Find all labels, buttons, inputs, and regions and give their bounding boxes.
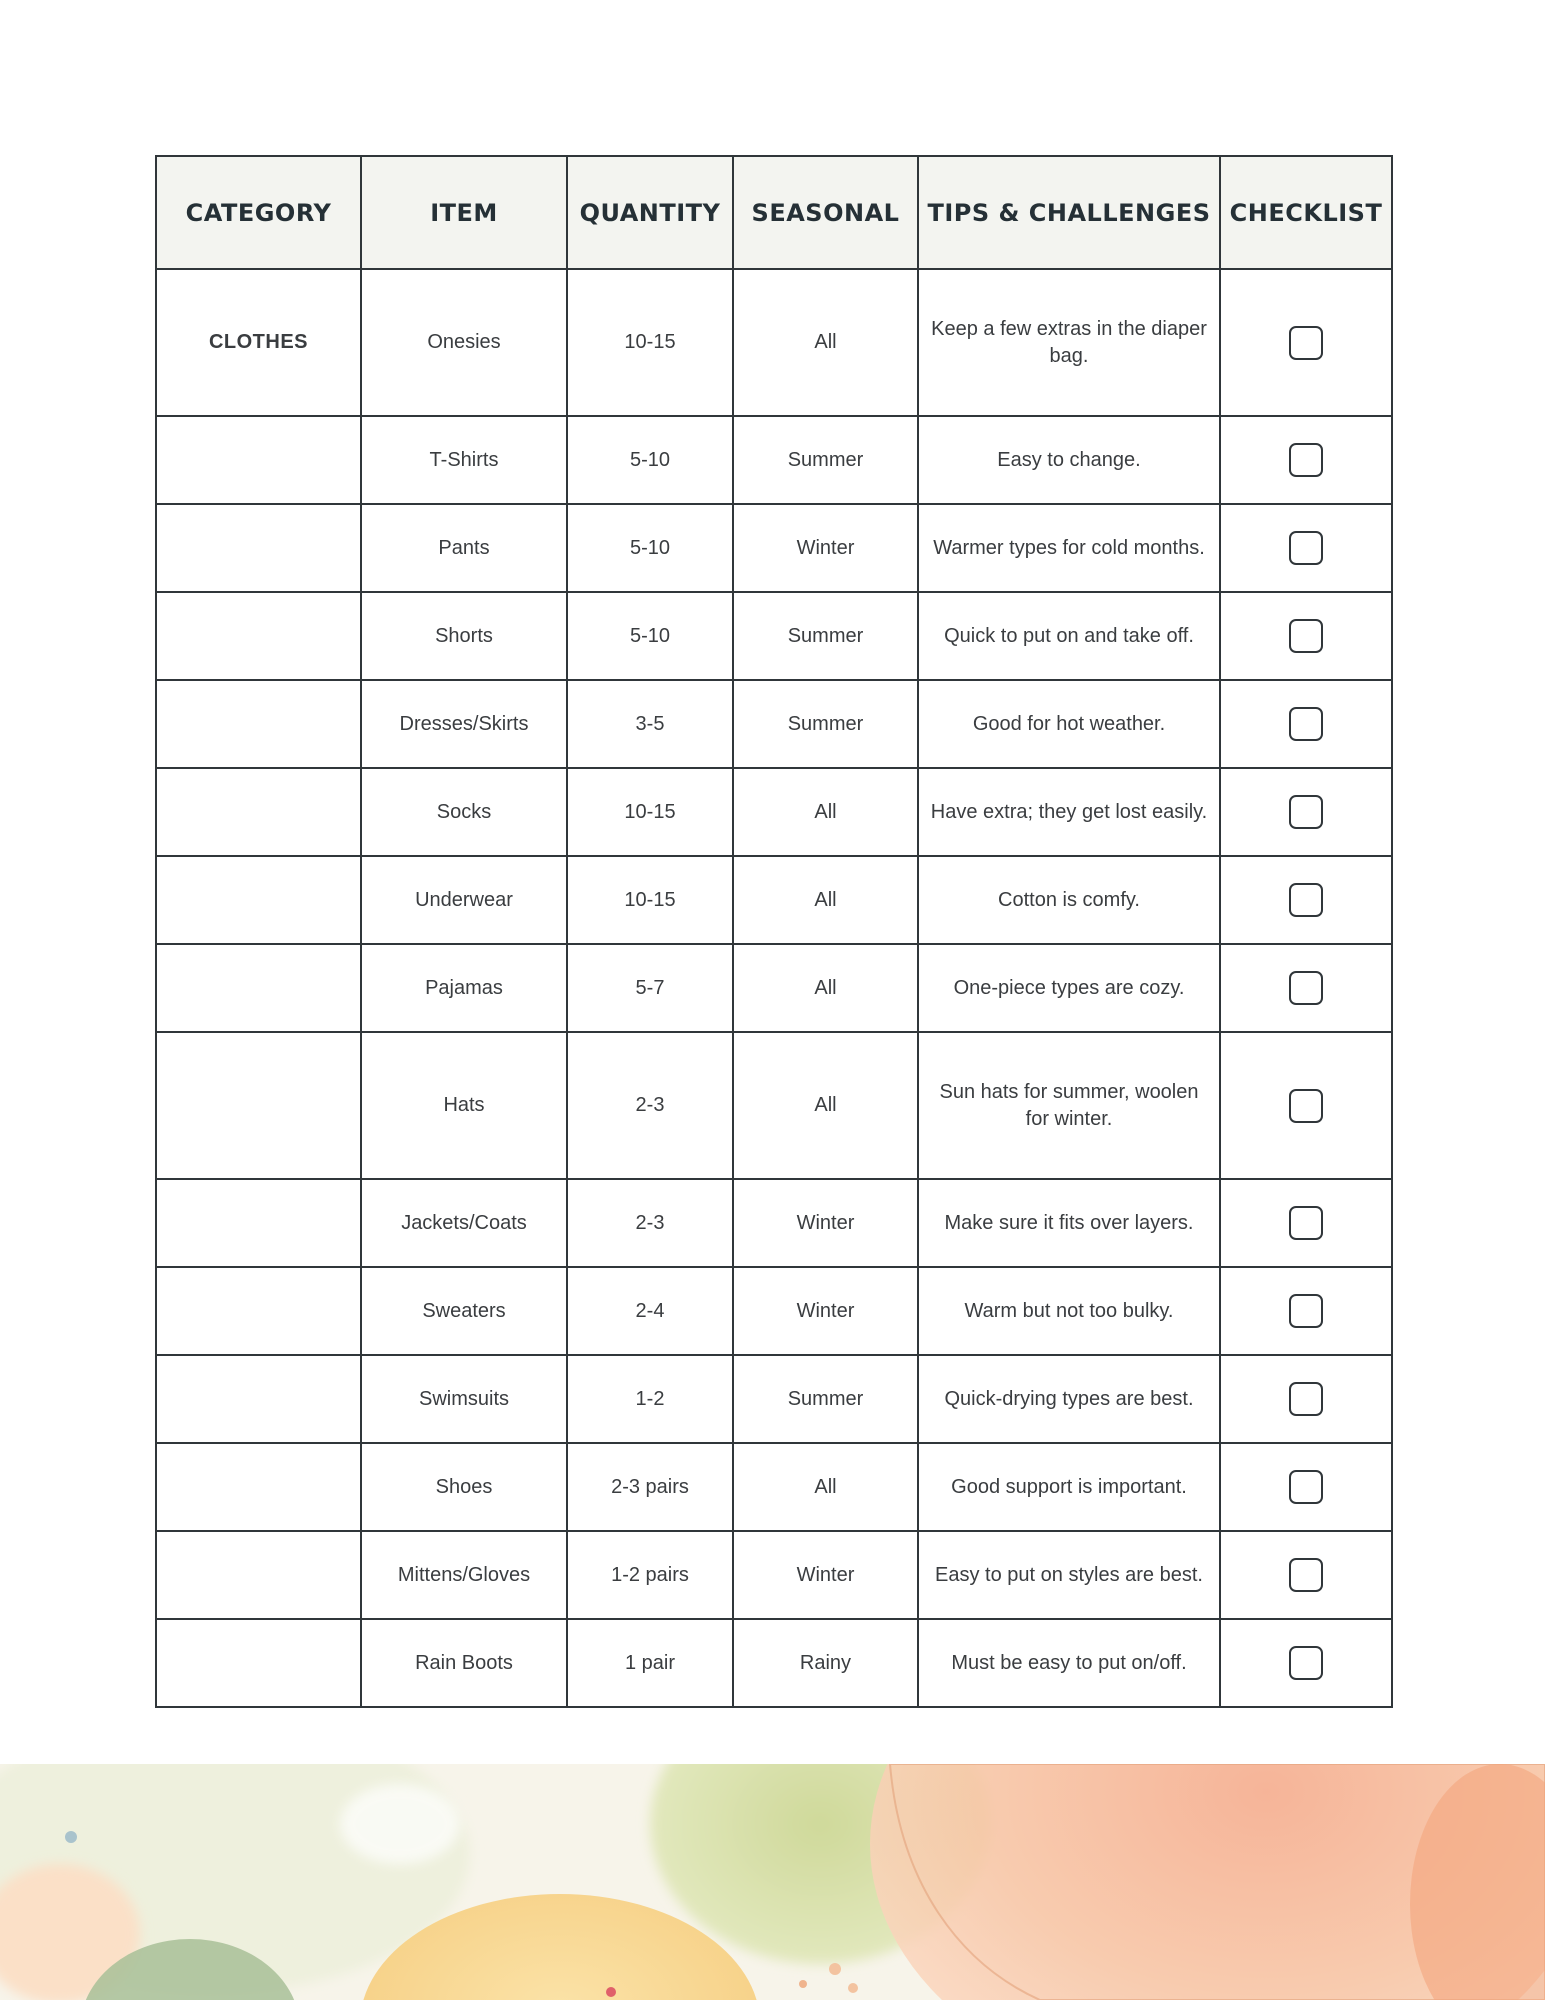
checklist-cell [1220, 269, 1392, 416]
quantity-cell: 2-4 [567, 1267, 733, 1355]
header-quantity: QUANTITY [567, 156, 733, 269]
category-cell [156, 592, 361, 680]
dot-peach-1 [799, 1980, 807, 1988]
checkbox[interactable] [1289, 1089, 1323, 1123]
baby-clothes-checklist-table [155, 155, 1393, 1708]
table-row [156, 1267, 1392, 1355]
item-cell: Onesies [361, 269, 567, 416]
checkbox[interactable] [1289, 707, 1323, 741]
category-cell [156, 1619, 361, 1707]
table-row [156, 592, 1392, 680]
category-cell [156, 768, 361, 856]
header-seasonal: SEASONAL [733, 156, 918, 269]
quantity-cell: 10-15 [567, 269, 733, 416]
checklist-cell [1220, 1531, 1392, 1619]
checklist-cell [1220, 856, 1392, 944]
table-row [156, 856, 1392, 944]
header-row [156, 156, 1392, 269]
tips-cell: Quick-drying types are best. [918, 1355, 1220, 1443]
table-row [156, 416, 1392, 504]
category-cell [156, 1531, 361, 1619]
checkbox[interactable] [1289, 795, 1323, 829]
category-cell: CLOTHES [156, 269, 361, 416]
checkbox[interactable] [1289, 1558, 1323, 1592]
quantity-cell: 2-3 [567, 1032, 733, 1179]
table-row [156, 1355, 1392, 1443]
tips-cell: Good for hot weather. [918, 680, 1220, 768]
tips-cell: Quick to put on and take off. [918, 592, 1220, 680]
checkbox[interactable] [1289, 883, 1323, 917]
seasonal-cell: Winter [733, 1267, 918, 1355]
item-cell: Rain Boots [361, 1619, 567, 1707]
item-cell: Jackets/Coats [361, 1179, 567, 1267]
table-row [156, 1443, 1392, 1531]
dot-peach-2 [829, 1963, 841, 1975]
seasonal-cell: Summer [733, 416, 918, 504]
seasonal-cell: All [733, 944, 918, 1032]
checkbox[interactable] [1289, 531, 1323, 565]
item-cell: Swimsuits [361, 1355, 567, 1443]
checklist-cell [1220, 680, 1392, 768]
category-cell [156, 504, 361, 592]
checklist-cell [1220, 1355, 1392, 1443]
header-checklist: CHECKLIST [1220, 156, 1392, 269]
quantity-cell: 5-10 [567, 504, 733, 592]
tips-cell: Keep a few extras in the diaper bag. [918, 269, 1220, 416]
dot-peach-3 [848, 1983, 858, 1993]
item-cell: Shoes [361, 1443, 567, 1531]
checklist-cell [1220, 768, 1392, 856]
checkbox[interactable] [1289, 1382, 1323, 1416]
checkbox[interactable] [1289, 443, 1323, 477]
quantity-cell: 1-2 [567, 1355, 733, 1443]
quantity-cell: 3-5 [567, 680, 733, 768]
category-cell [156, 680, 361, 768]
checkbox[interactable] [1289, 1294, 1323, 1328]
category-cell [156, 1355, 361, 1443]
checklist-cell [1220, 416, 1392, 504]
item-cell: Socks [361, 768, 567, 856]
category-cell [156, 1267, 361, 1355]
tips-cell: Easy to put on styles are best. [918, 1531, 1220, 1619]
category-cell [156, 1179, 361, 1267]
checkbox[interactable] [1289, 619, 1323, 653]
item-cell: Mittens/Gloves [361, 1531, 567, 1619]
tips-cell: Easy to change. [918, 416, 1220, 504]
seasonal-cell: All [733, 1032, 918, 1179]
checkbox[interactable] [1289, 1646, 1323, 1680]
watercolor-decoration [0, 1764, 1545, 2000]
blob-white [340, 1784, 460, 1864]
quantity-cell: 5-10 [567, 592, 733, 680]
seasonal-cell: Summer [733, 592, 918, 680]
tips-cell: Cotton is comfy. [918, 856, 1220, 944]
checkbox[interactable] [1289, 326, 1323, 360]
seasonal-cell: All [733, 768, 918, 856]
quantity-cell: 1 pair [567, 1619, 733, 1707]
table-row [156, 504, 1392, 592]
category-cell [156, 416, 361, 504]
tips-cell: Must be easy to put on/off. [918, 1619, 1220, 1707]
tips-cell: Good support is important. [918, 1443, 1220, 1531]
checkbox[interactable] [1289, 1470, 1323, 1504]
quantity-cell: 2-3 pairs [567, 1443, 733, 1531]
category-cell [156, 1443, 361, 1531]
table-row [156, 680, 1392, 768]
seasonal-cell: Rainy [733, 1619, 918, 1707]
checklist-cell [1220, 1267, 1392, 1355]
category-cell [156, 1032, 361, 1179]
item-cell: Hats [361, 1032, 567, 1179]
seasonal-cell: Summer [733, 680, 918, 768]
category-cell [156, 944, 361, 1032]
header-category: CATEGORY [156, 156, 361, 269]
checkbox[interactable] [1289, 1206, 1323, 1240]
item-cell: Sweaters [361, 1267, 567, 1355]
table-row [156, 944, 1392, 1032]
seasonal-cell: Winter [733, 1531, 918, 1619]
checklist-cell [1220, 1179, 1392, 1267]
seasonal-cell: Winter [733, 1179, 918, 1267]
seasonal-cell: All [733, 1443, 918, 1531]
header-item: ITEM [361, 156, 567, 269]
tips-cell: Sun hats for summer, woolen for winter. [918, 1032, 1220, 1179]
table-row [156, 1179, 1392, 1267]
tips-cell: Have extra; they get lost easily. [918, 768, 1220, 856]
tips-cell: One-piece types are cozy. [918, 944, 1220, 1032]
table-row [156, 269, 1392, 416]
item-cell: Pants [361, 504, 567, 592]
item-cell: Underwear [361, 856, 567, 944]
dot-blue [65, 1831, 77, 1843]
item-cell: Dresses/Skirts [361, 680, 567, 768]
table-row [156, 768, 1392, 856]
table-row [156, 1619, 1392, 1707]
seasonal-cell: Summer [733, 1355, 918, 1443]
tips-cell: Warm but not too bulky. [918, 1267, 1220, 1355]
watercolor-blobs [0, 1764, 1545, 2000]
checkbox[interactable] [1289, 971, 1323, 1005]
checklist-cell [1220, 1443, 1392, 1531]
quantity-cell: 5-7 [567, 944, 733, 1032]
dot-red [606, 1987, 616, 1997]
seasonal-cell: All [733, 856, 918, 944]
table-row [156, 1032, 1392, 1179]
quantity-cell: 1-2 pairs [567, 1531, 733, 1619]
table-row [156, 1531, 1392, 1619]
checklist-cell [1220, 1619, 1392, 1707]
checklist-cell [1220, 1032, 1392, 1179]
quantity-cell: 10-15 [567, 768, 733, 856]
seasonal-cell: Winter [733, 504, 918, 592]
tips-cell: Warmer types for cold months. [918, 504, 1220, 592]
header-tips: TIPS & CHALLENGES [918, 156, 1220, 269]
checklist-cell [1220, 944, 1392, 1032]
seasonal-cell: All [733, 269, 918, 416]
item-cell: Pajamas [361, 944, 567, 1032]
checklist-cell [1220, 504, 1392, 592]
item-cell: Shorts [361, 592, 567, 680]
category-cell [156, 856, 361, 944]
quantity-cell: 5-10 [567, 416, 733, 504]
quantity-cell: 2-3 [567, 1179, 733, 1267]
quantity-cell: 10-15 [567, 856, 733, 944]
checklist-cell [1220, 592, 1392, 680]
item-cell: T-Shirts [361, 416, 567, 504]
tips-cell: Make sure it fits over layers. [918, 1179, 1220, 1267]
